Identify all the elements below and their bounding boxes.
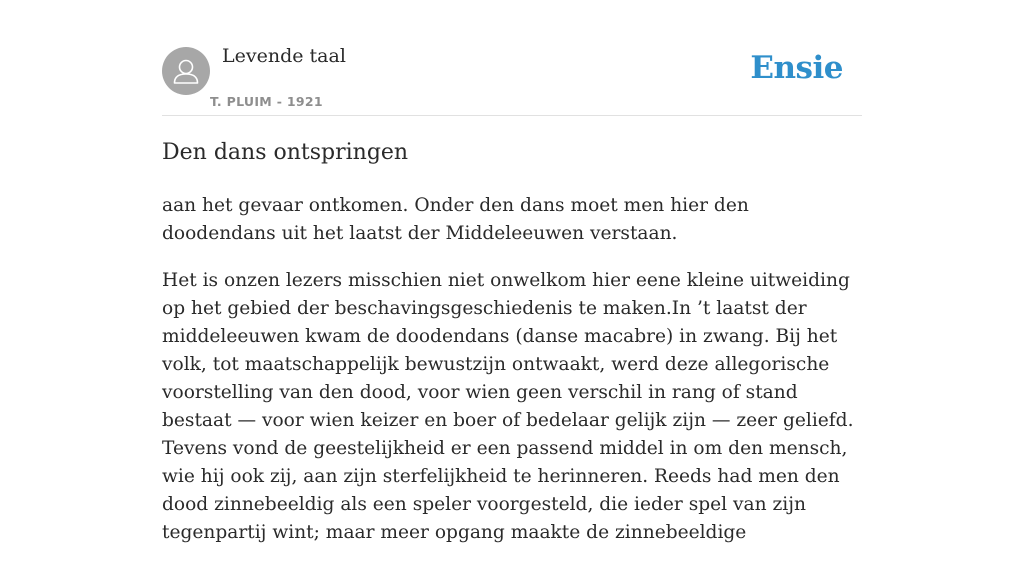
- paragraph: aan het gevaar ontkomen. Onder den dans moet men hier den doodendans uit het laatst der Middeleeuwen verstaan.: [162, 195, 749, 244]
- entry-header: [162, 0, 862, 116]
- book-title[interactable]: Levende taal: [222, 45, 346, 67]
- article-page: [162, 0, 862, 543]
- user-icon: [162, 47, 210, 95]
- paragraph: Het is onzen lezers misschien niet onwelkom hier eene kleine uitweiding op het gebied der beschavingsgeschiedenis te maken.In ’t laatst der middeleeuwen kwam de doodendans (danse macabre) in zwang. Bij het volk, tot maatschappelijk bewustzijn ontwaakt, werd deze allegorische voorstelling van den dood, voor wien geen verschil in rang of stand bestaat — voor wien keizer en boer of bedelaar gelijk zijn — zeer geliefd. Tevens vond de geestelijkheid er een passend middel in om den mensch, wie hij ook zij, aan zijn sterfelijkheid te herinneren. Reeds had men den dood zinnebeeldig als een speler voorgesteld, die ieder spel van zijn tegenpartij wint; maar meer opgang maakte de zinnebeeldige: [162, 270, 854, 543]
- brand-logo[interactable]: Ensie: [750, 50, 843, 86]
- entry-title: Den dans ontspringen: [162, 140, 409, 165]
- entry-body: [162, 192, 862, 566]
- author-year: T. PLUIM - 1921: [210, 94, 323, 109]
- avatar[interactable]: [162, 47, 210, 95]
